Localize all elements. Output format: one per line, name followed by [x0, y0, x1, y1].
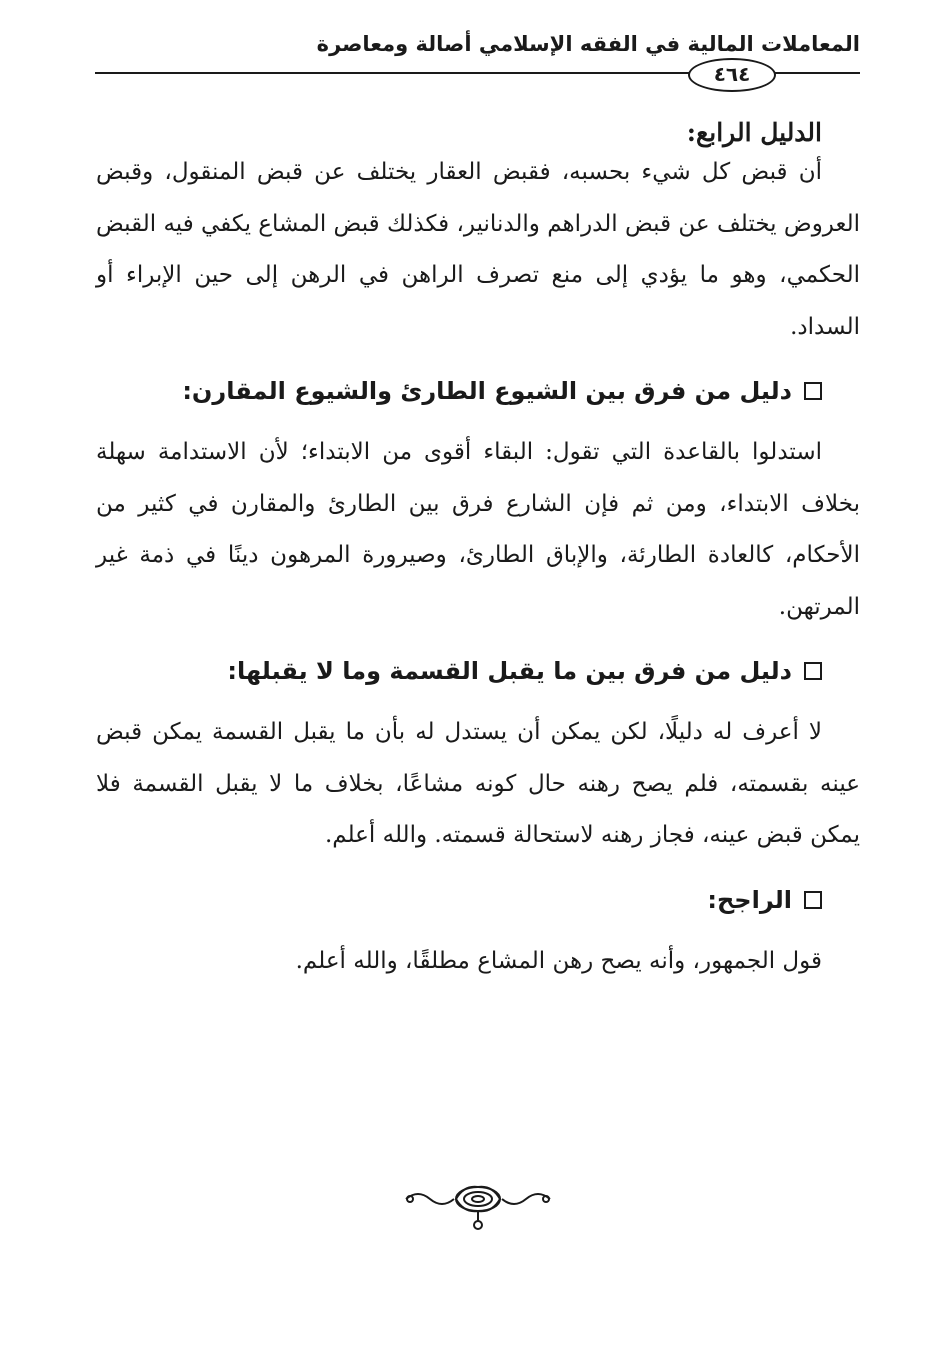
- running-title: المعاملات المالية في الفقه الإسلامي أصالة ومعاصرة: [316, 32, 860, 56]
- heading-occurring-vs-concurrent: [96, 373, 822, 409]
- paragraph-occurring-vs-concurrent: استدلوا بالقاعدة التي تقول: البقاء أقوى من الابتداء؛ لأن الاستدامة سهلة بخلاف الابتداء، ومن ثم فإن الشارع فرق بين الطارئ والمقارن في كثير من الأحكام، كالعادة الطارئة، والإباق الطارئ، وصيرورة المرهون دينًا في ذمة غير المرتهن.: [96, 439, 860, 620]
- checkbox-icon: [804, 662, 822, 680]
- heading-divisible-vs-indivisible: [96, 653, 822, 689]
- heading-text: الراجح:: [707, 885, 792, 914]
- heading-text: دليل من فرق بين ما يقبل القسمة وما لا يقبلها:: [227, 657, 792, 685]
- heading-fourth-evidence: الدليل الرابع:: [686, 118, 822, 147]
- heading-text: دليل من فرق بين الشيوع الطارئ والشيوع المقارن:: [182, 377, 792, 405]
- checkbox-icon: [804, 891, 822, 909]
- paragraph-fourth-evidence: أن قبض كل شيء بحسبه، فقبض العقار يختلف عن قبض المنقول، وقبض العروض يختلف عن قبض الدراهم والدنانير، فكذلك قبض المشاع يكفي فيه القبض الحكمي، وهو ما يؤدي إلى منع تصرف الراهن في الرهن إلى حين الإبراء أو السداد.: [96, 159, 860, 340]
- page-header: [95, 28, 860, 88]
- page-number: ٤٦٤: [688, 58, 776, 92]
- paragraph-divisible-vs-indivisible: لا أعرف له دليلًا، لكن يمكن أن يستدل له بأن ما يقبل القسمة يمكن قبض عينه بقسمته، فلم يصح رهنه حال كونه مشاعًا، بخلاف ما لا يقبل القسمة فلا يمكن قبض عينه، فجاز رهنه لاستحالة قسمته. والله أعلم.: [96, 719, 860, 848]
- heading-preponderant: [96, 882, 822, 918]
- paragraph-preponderant: قول الجمهور، وأنه يصح رهن المشاع مطلقًا، والله أعلم.: [295, 947, 822, 974]
- checkbox-icon: [804, 382, 822, 400]
- page-body: [96, 118, 860, 987]
- ornament-icon: [398, 1177, 558, 1237]
